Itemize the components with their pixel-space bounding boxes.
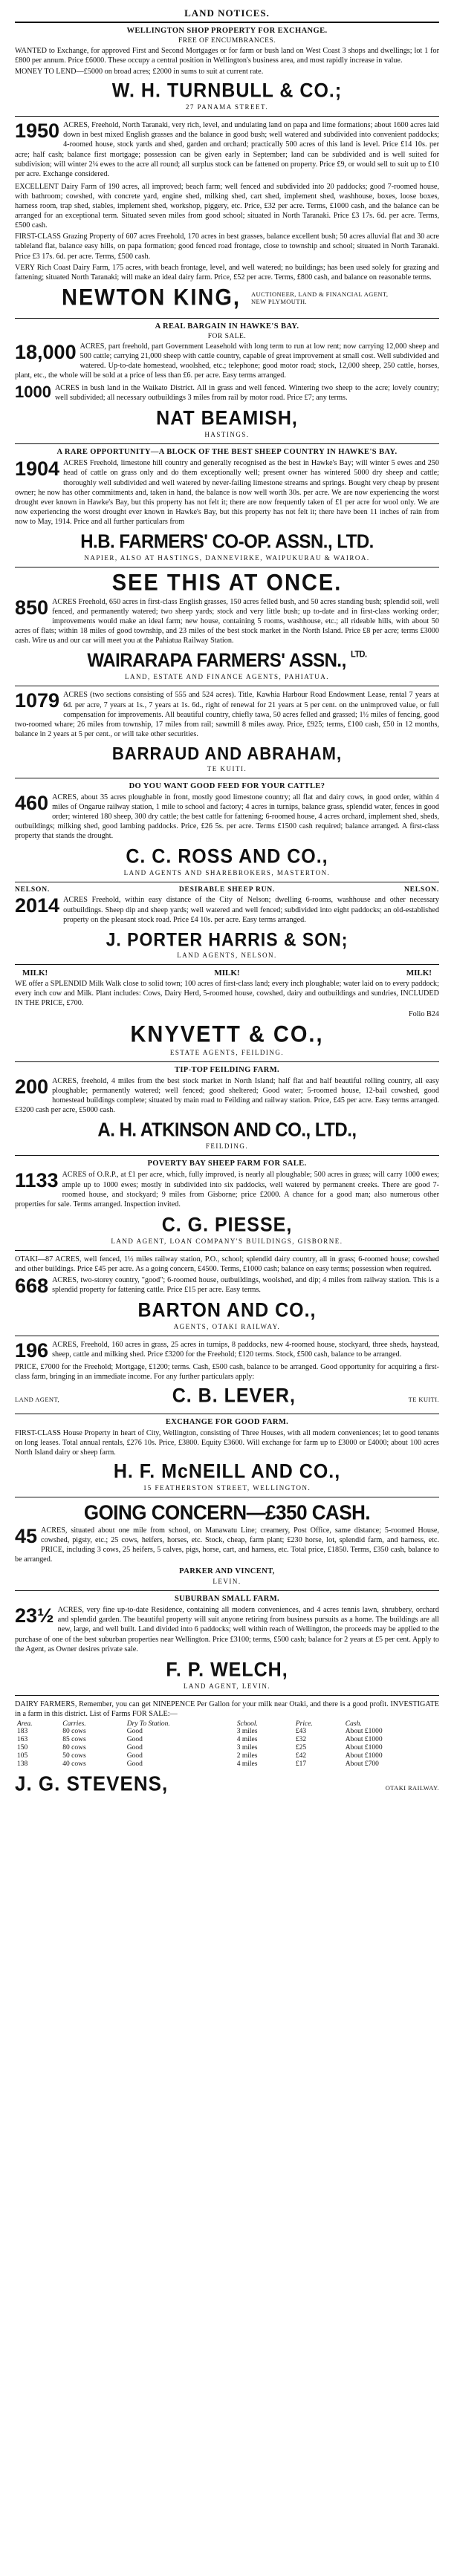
- agent-name: F. P. WELCH,: [166, 1658, 288, 1681]
- agent-name: PARKER AND VINCENT,: [179, 1567, 275, 1576]
- agent-heading: [15, 284, 439, 313]
- table-cell: 2 miles: [236, 1752, 258, 1760]
- folio-ref: Folio B24: [408, 1009, 439, 1018]
- listing: [15, 120, 439, 179]
- listing-text: WE offer a SPLENDID Milk Walk close to solid town; 100 acres of first-class land; every inch ploughable; water laid on to every paddock; every inch cow and Milk. Plant includes: Cows, Dairy Herd, 5-roomed house, cowshed, dairy and outbuildings and sundries, INCLUDED IN THE PRICE, £700.: [15, 979, 439, 1007]
- ad-title: TIP-TOP FEILDING FARM.: [174, 1066, 280, 1075]
- divider: [15, 116, 439, 117]
- table-cell: 4 miles: [236, 1760, 258, 1768]
- ad-parker-vincent: [15, 1501, 439, 1585]
- table-cell: About £700: [345, 1760, 379, 1768]
- agent-role: LAND AGENT,: [15, 1395, 59, 1403]
- table-cell: Good: [126, 1727, 143, 1735]
- column-header: Cash.: [345, 1720, 362, 1728]
- listing: [15, 793, 439, 841]
- ad-title: A RARE OPPORTUNITY—A BLOCK OF THE BEST SHEEP COUNTRY IN HAWKE'S BAY.: [56, 448, 398, 457]
- ad-headline: GOING CONCERN—£350 CASH.: [83, 1500, 371, 1525]
- table-cell: About £1000: [345, 1752, 383, 1760]
- listing-text: ACRES, Freehold, North Taranaki, very rich, level, and undulating land on papa and lime formations; about 1600 acres laid down in best mixed English grasses and the balance in good bush; well watered and subdivided into convenient paddocks; 4-roomed house, stock yards and shed, garden and orchard; practically 500 acres of this land is level. Price £14 10s. per acre; half cash; balance first mortgage; possession can be given early in September; land can be subdivided and is well suited for subdivision; will winter 2¼ ewes to the acre all round; all surplus stock can be fattened on property. Price £9, or would sell to suit up to £10 per acre. Exchange considered.: [15, 121, 439, 178]
- agent-name: H.B. FARMERS' CO-OP. ASSN., LTD.: [80, 530, 374, 553]
- ad-title: A REAL BARGAIN IN HAWKE'S BAY.: [155, 322, 299, 331]
- ad-title: DO YOU WANT GOOD FEED FOR YOUR CATTLE?: [129, 781, 325, 790]
- ad-lever: [15, 1340, 439, 1408]
- listing-text: ACRES Freehold, limestone hill country and generally recognised as the best in Hawke's Bay; will winter 5 ewes and 250 head of cattle on grass only and do them exceptionally well; present owner has wintered 5000 dry sheep and cattle; thoroughly well subdivided and well watered by never-failing limestone streams and springs. Bought very cheap by present owner; he now has other commitments and, taken in hand, the balance is now well worth 30s. per acre. We are now experiencing the worst drought ever known in Hawke's Bay, but this property has not felt it; there are now frequently taken of £1 per acre for wool only. We are now experiencing the worst drought ever known in Hawke's Bay, but this property has not felt it; there have been 11 inches of rain from now to May, 1914. Price and all further particulars from: [15, 459, 439, 526]
- table-cell: About £1000: [345, 1727, 383, 1735]
- agent-description: LAND, ESTATE AND FINANCE AGENTS, PAHIATUA.: [125, 673, 329, 681]
- listing: [15, 690, 439, 738]
- acreage-figure: 1950: [15, 120, 60, 143]
- table-cell: £32: [295, 1735, 307, 1743]
- agent-address: 15 FEATHERSTON STREET, WELLINGTON.: [143, 1483, 311, 1492]
- ad-title: POVERTY BAY SHEEP FARM FOR SALE.: [147, 1159, 307, 1168]
- column-header: School.: [236, 1720, 258, 1728]
- column-header: Price.: [295, 1720, 313, 1728]
- ad-mcneill: [15, 1418, 439, 1492]
- table-row: [15, 1760, 439, 1769]
- listing-text: ACRES, freehold, 4 miles from the best stock market in North Island; half flat and half beautiful rolling country, all easy ploughable; permanently watered; well fenced; good sheltered; Good water; 5-roomed house, 12-bail cowshed, good homestead buildings complete; situated by main road to Feilding and railway station. Price, £45 per acre. Easy terms arranged. £3200 cash per acre, £5000 cash.: [15, 1077, 439, 1115]
- table-cell: 3 miles: [236, 1743, 258, 1752]
- agent-name: NAT BEAMISH,: [156, 407, 298, 430]
- agent-heading: [15, 1771, 439, 1797]
- listing-text: PRICE, £7000 for the Freehold; Mortgage, £1200; terms. Cash, £500 cash, balance to be arranged. Good opportunity for acquiring a first-class farm, bringing in an immediate income. For any further particulars apply:: [15, 1363, 439, 1382]
- listing: [15, 1076, 439, 1115]
- listing-text: ACRES Freehold, 650 acres in first-class English grasses, 150 acres felled bush, and 50 acres standing bush; splendid soil, well fenced, and permanently watered; two sheep yards; stock and very little bush; up to-date and in first-class working order; improvements would make an ideal farm; new house, containing 5 rooms, washhouse, etc.; all rideable hills, with about 50 acres of flats; within 18 miles of good township, and 23 miles of the best stock market in the North Island. Price £8 per acre; terms £3000 cash. Wire us and our car will meet you at the Pahiatua Railway Station.: [15, 598, 439, 645]
- listing-text: EXCELLENT Dairy Farm of 190 acres, all improved; beach farm; well fenced and subdivided into 20 paddocks; good 7-roomed house, with bathroom; cowshed, with concrete yard, engine shed, milking shed, cart shed, implement shed, washhouse, boxes, loose boxes, harness room, trap shed, stables, implement shed, workshop, piggery, etc. Price, £32 per acre. Terms, £1000 cash, and the balance can be arranged for an exceptional term. Situated seven miles from good school; situated in North Taranaki. Price £3 17s. 6d. per acre. Terms, £500 cash.: [15, 182, 439, 230]
- agent-name: BARRAUD AND ABRAHAM,: [111, 743, 343, 764]
- divider: [15, 443, 439, 444]
- agent-name: C. G. PIESSE,: [161, 1213, 293, 1236]
- acreage-figure: 850: [15, 596, 49, 619]
- listing-text: ACRES, Freehold, 160 acres in grass, 25 acres in turnips, 8 paddocks, new 4-roomed house, stockyard, three sheds, haystead, sheep, cattle and milking shed. Price £3200 for the Freehold; £120 terms. Stock, £500 cash, balance to be arranged.: [52, 1341, 439, 1359]
- ad-stevens: [15, 1700, 439, 1797]
- ad-newton-king: [15, 120, 439, 313]
- table-cell: 183: [17, 1727, 28, 1735]
- ad-title: WELLINGTON SHOP PROPERTY FOR EXCHANGE.: [126, 27, 328, 35]
- agent-place: HASTINGS.: [204, 431, 250, 439]
- listing-text: ACRES in bush land in the Waikato District. All in grass and well fenced. Wintering two sheep to the acre; lovely country; well subdivided; all necessary outbuildings 3 miles from rail by motor road. Price £7; any terms.: [54, 384, 439, 403]
- listing: [15, 342, 439, 380]
- ad-body: WANTED to Exchange, for approved First and Second Mortgages or for farm or bush land on West Coast 3 shops and dwellings; lot 1 for £800 per annum. Price £6000. These occupy a central position in Wellington's business area, and most rapidly increase in value.: [15, 47, 439, 65]
- table-cell: Good: [126, 1752, 143, 1760]
- agent-place: OTAKI RAILWAY.: [385, 1783, 439, 1792]
- milk-heading: [15, 969, 439, 978]
- agent-description: LAND AGENT, LEVIN.: [183, 1682, 271, 1690]
- table-cell: 85 cows: [62, 1735, 86, 1743]
- listing: [15, 597, 439, 645]
- agent-name: BARTON AND CO.,: [137, 1299, 317, 1322]
- ad-note: MONEY TO LEND—£5000 on broad acres; £2000 in sums to suit at current rate.: [15, 68, 264, 77]
- table-cell: 4 miles: [236, 1735, 258, 1743]
- listing: [15, 1526, 439, 1564]
- divider: [15, 318, 439, 319]
- ad-subtitle: FREE OF ENCUMBRANCES.: [178, 37, 276, 45]
- listing-text: ACRES, very fine up-to-date Residence, containing all modern conveniences, and 4 acres tennis lawn, shrubbery, orchard and splendid garden. The beautiful property will suit anyone retiring from business pursuits as a home. The buildings are all new, large, and well built. Land divided into 6 paddocks; well within reach of Wellington, the proceeds may be applied to the purchase of one of the best suburban properties near Wellington. Price £3100; terms, £500 cash; balance for 2 years at £5 per cent. Apply to the Agent, as Owner desires private sale.: [15, 1606, 439, 1653]
- table-cell: About £1000: [345, 1735, 383, 1743]
- listing: [15, 1275, 439, 1295]
- agent-name: KNYVETT & CO.,: [130, 1021, 324, 1048]
- agent-description: LAND AGENT, LOAN COMPANY'S BUILDINGS, GISBORNE.: [111, 1237, 343, 1245]
- table-cell: £43: [295, 1727, 307, 1735]
- ad-knyvett: [15, 969, 439, 1056]
- ad-title: DESIRABLE SHEEP RUN.: [178, 886, 276, 894]
- acreage-figure: 1079: [15, 689, 60, 712]
- listing-text: FIRST-CLASS House Property in heart of City, Wellington, consisting of Three Houses, with all modern conveniences; let to good tenants on long leases. Total annual rentals, £276 10s. Price, £3800. Equity £3600. Will exchange for farm up to £3000 or £4000; about 100 acres North Island dairy or sheep farm.: [15, 1428, 439, 1457]
- ad-porter-harris: [15, 886, 439, 958]
- listing-text: ACRES, two-storey country, "good"; 6-roomed house, outbuildings, woolshed, and dip; 4 miles from railway station. This is a splendid property for fattening cattle. Price £15 per acre. Easy terms.: [52, 1276, 439, 1295]
- table-cell: Good: [126, 1743, 143, 1752]
- divider: [15, 1250, 439, 1251]
- agent-name: J. G. STEVENS,: [15, 1771, 169, 1796]
- listing-text: ACRES, about 35 acres ploughable in front, mostly good limestone country; all flat and dairy cows, in good order, within 4 miles of Ongarue railway station, 1 mile to school and factory; 4 acres in turnips, balance grass, splendid water, fences in good order; wintered 180 sheep, 300 dry cattle; the best cattle for fattening; 6-roomed house, 4 acres orchard, implement shed, sheds, outbuildings; milking shed, good lambing paddocks. Price, £26 5s. per acre. Terms £1500 cash required; balance arranged. A first-class property that stands the drought.: [15, 793, 439, 841]
- listing-text: DAIRY FARMERS, Remember, you can get NINEPENCE Per Gallon for your milk near Otaki, and there is a good profit. INVESTIGATE in a farm in this district. List of Farms FOR SALE:—: [15, 1700, 439, 1718]
- table-body: [15, 1728, 439, 1769]
- ad-welch: [15, 1595, 439, 1689]
- divider: [15, 1695, 439, 1696]
- listing: [15, 1605, 439, 1653]
- listing-text: FIRST-CLASS Grazing Property of 607 acres Freehold, 170 acres in best grasses, balance excellent bush; 50 acres alluvial flat and 30 acre tableland flat, balance easy hills, on papa formation; good fenced road frontage, close to township and school; situated in North Taranaki. Price £3 17s. 6d. per acre. Terms, £500 cash.: [15, 232, 439, 261]
- listing-text: OTAKI—87 ACRES, well fenced, 1½ miles railway station, P.O., school; splendid dairy country, all in grass; 6-roomed house; cowshed and other buildings. Price £45 per acre. As a going concern, £4500. Terms, £1000 cash; balance on easy terms; possession when required.: [15, 1255, 439, 1273]
- ad-piesse: [15, 1159, 439, 1244]
- agent-description: ESTATE AGENTS, FEILDING.: [169, 1049, 285, 1057]
- agent-heading: [15, 1384, 439, 1408]
- agent-address: 27 PANAMA STREET.: [185, 103, 269, 111]
- agent-name: C. B. LEVER,: [172, 1384, 296, 1407]
- agent-name: H. F. McNEILL AND CO.,: [113, 1460, 341, 1483]
- divider: [15, 1061, 439, 1062]
- table-cell: £42: [295, 1752, 307, 1760]
- place-label-right: NELSON.: [403, 886, 439, 894]
- ad-barraud: [15, 690, 439, 772]
- agent-place: FEILDING.: [205, 1142, 249, 1151]
- acreage-figure: 2014: [15, 894, 60, 917]
- land-notices-page: [7, 0, 447, 1804]
- listing-text: ACRES Freehold, within easy distance of the City of Nelson; dwelling 6-rooms, washhouse and other necessary outbuildings. Sheep dip and sheep yards; well watered and well fenced; subdivided into eight paddocks; an old-established property on the pleasant stock road. Price £4 10s. per acre. Easy terms arranged.: [63, 896, 439, 924]
- table-cell: 163: [17, 1735, 28, 1743]
- listing: [15, 1170, 439, 1209]
- table-header-row: [15, 1720, 439, 1728]
- listing: [15, 458, 439, 527]
- listing-text: ACRES of O.R.P., at £1 per acre, which, fully improved, is nearly all ploughable; 500 acres in grass; will carry 1000 ewes; ample up to 1000 ewes; mostly in subdivided into six paddocks, well watered by permanent creeks. There are good 7-roomed house, and stockyard; 9 miles from Gisborne; price £2000. A chance for a good man; also numerous other properties for sale. Terms arranged. Inspection invited.: [15, 1171, 439, 1209]
- ad-title-line: [15, 886, 439, 894]
- column-header: Carries.: [62, 1720, 86, 1728]
- ad-atkinson: [15, 1066, 439, 1150]
- listing: [15, 383, 439, 403]
- acreage-figure: 1000: [15, 383, 51, 402]
- table-cell: 3 miles: [236, 1727, 258, 1735]
- acreage-figure: 1133: [15, 1169, 59, 1192]
- agent-description: AGENTS, OTAKI RAILWAY.: [173, 1323, 281, 1331]
- table-cell: Good: [126, 1735, 143, 1743]
- ad-subtitle: FOR SALE.: [207, 332, 247, 340]
- farm-list-table: [15, 1720, 439, 1769]
- acreage-figure: 18,000: [15, 340, 77, 363]
- agent-place: TE KUITI.: [408, 1395, 439, 1403]
- listing: [15, 895, 439, 924]
- listing-text: ACRES, situated about one mile from school, on Manawatu Line; creamery, Post Office, same distance; 5-roomed House, cowshed, pigsty, etc.; 25 cows, heifers, horses, etc. Stock, cheap, farm plant; £230 horse, lot, splendid farm, and harness, etc. PRICE, including 3 cows, 25 heifers, 5 calves, pigs, horse, cart, and harness, etc. Total price, £1850. Terms, £350 cash, balance to be arranged.: [15, 1526, 439, 1564]
- table-row: [15, 1752, 439, 1760]
- agent-name: A. H. ATKINSON AND CO., LTD.,: [97, 1119, 357, 1142]
- ad-beamish: [15, 322, 439, 439]
- ad-turnbull: [15, 27, 439, 111]
- divider: [15, 1590, 439, 1591]
- ad-barton: [15, 1255, 439, 1330]
- listing-text: VERY Rich Coast Dairy Farm, 175 acres, with beach frontage, level, and well watered; no buildings; has been used solely for grazing and fattening; situated North Taranaki; will make an ideal dairy farm. Price, £52 per acre. Terms, £800 cash, and balance on reasonable terms.: [15, 263, 439, 282]
- ad-title: SUBURBAN SMALL FARM.: [174, 1595, 280, 1604]
- milk-label: MILK!: [214, 968, 240, 978]
- agent-description: NAPIER, ALSO AT HASTINGS, DANNEVIRKE, WAIPUKURAU & WAIROA.: [84, 554, 370, 562]
- acreage-figure: 45: [15, 1524, 38, 1547]
- agent-description: LAND AGENTS, NELSON.: [177, 951, 277, 959]
- agent-place: LEVIN.: [213, 1578, 241, 1586]
- table-cell: 40 cows: [62, 1760, 86, 1768]
- agent-name: W. H. TURNBULL & CO.;: [111, 79, 343, 103]
- ad-wairarapa: [15, 571, 439, 680]
- table-cell: Good: [126, 1760, 143, 1768]
- place-label-left: NELSON.: [15, 886, 51, 894]
- agent-name: C. C. ROSS AND CO.,: [126, 845, 328, 868]
- agent-description: LAND AGENTS AND SHAREBROKERS, MASTERTON.: [123, 869, 331, 877]
- section-header: LAND NOTICES.: [15, 4, 439, 23]
- acreage-figure: 668: [15, 1275, 49, 1297]
- divider: [15, 1155, 439, 1156]
- table-cell: 150: [17, 1743, 28, 1752]
- ad-hb-farmers: [15, 448, 439, 562]
- table-cell: 138: [17, 1760, 28, 1768]
- table-cell: 80 cows: [62, 1743, 86, 1752]
- acreage-figure: 23½: [15, 1604, 54, 1627]
- milk-label: MILK!: [406, 968, 432, 978]
- table-cell: £25: [295, 1743, 307, 1752]
- column-header: Dry To Station.: [126, 1720, 170, 1728]
- table-cell: 50 cows: [62, 1752, 86, 1760]
- table-row: [15, 1728, 439, 1736]
- divider: [15, 964, 439, 965]
- table-cell: 105: [17, 1752, 28, 1760]
- listing: [15, 1339, 439, 1362]
- table-row: [15, 1736, 439, 1744]
- agent-name: WAIRARAPA FARMERS' ASSN., $^{LTD.}$: [87, 650, 367, 672]
- agent-description: AUCTIONEER, LAND & FINANCIAL AGENT, NEW PLYMOUTH.: [250, 290, 389, 306]
- agent-name: J. PORTER HARRIS & SON;: [106, 928, 348, 950]
- table-cell: 80 cows: [62, 1727, 86, 1735]
- acreage-figure: 460: [15, 791, 49, 814]
- milk-label: MILK!: [22, 968, 48, 978]
- table-cell: £17: [295, 1760, 307, 1768]
- ad-ross: [15, 782, 439, 876]
- table-row: [15, 1744, 439, 1752]
- table-cell: About £1000: [345, 1743, 383, 1752]
- acreage-figure: 200: [15, 1076, 49, 1099]
- listing-text: ACRES, part freehold, part Government Leasehold with long term to run at low rent; now carrying 12,000 sheep and 500 cattle; carrying 21,000 sheep with cattle country, capable of great improvement at small cost. Well subdivided and watered. Up-to-date homestead, woolshed, etc.; telephone; good motor road; stock, 12,000 sheep, 250 cattle, horses, plant, etc., the whole will be sold at a price of less than £6. per acre. Easy terms arranged.: [15, 342, 439, 380]
- column-header: Area.: [17, 1720, 33, 1728]
- acreage-figure: 1904: [15, 458, 60, 481]
- agent-name: NEWTON KING,: [62, 284, 241, 311]
- ad-headline: SEE THIS AT ONCE.: [111, 570, 343, 596]
- ad-title: EXCHANGE FOR GOOD FARM.: [165, 1417, 289, 1426]
- listing-text: ACRES (two sections consisting of 555 and 524 acres). Title, Kawhia Harbour Road Endowment Lease, rental 7 years at 6d. per acre, 7 years at 1s., 7 years at 1s. 6d., right of renewal for 21 years at 5 per cent. on the unimproved value, or full compensation for improvements. All beautiful country, chiefly tawa, 50 acres felled and grassed; 1½ miles of fencing, good two-roomed whare; 26 miles from township, 17 miles from rail; sawmill 8 miles away. Price, £925; terms, £100 cash, £50 in 12 months, balance in 2 years at 5 per cent., or will take other securities.: [15, 691, 439, 738]
- acreage-figure: 196: [15, 1339, 49, 1362]
- agent-place: TE KUITI.: [207, 764, 247, 773]
